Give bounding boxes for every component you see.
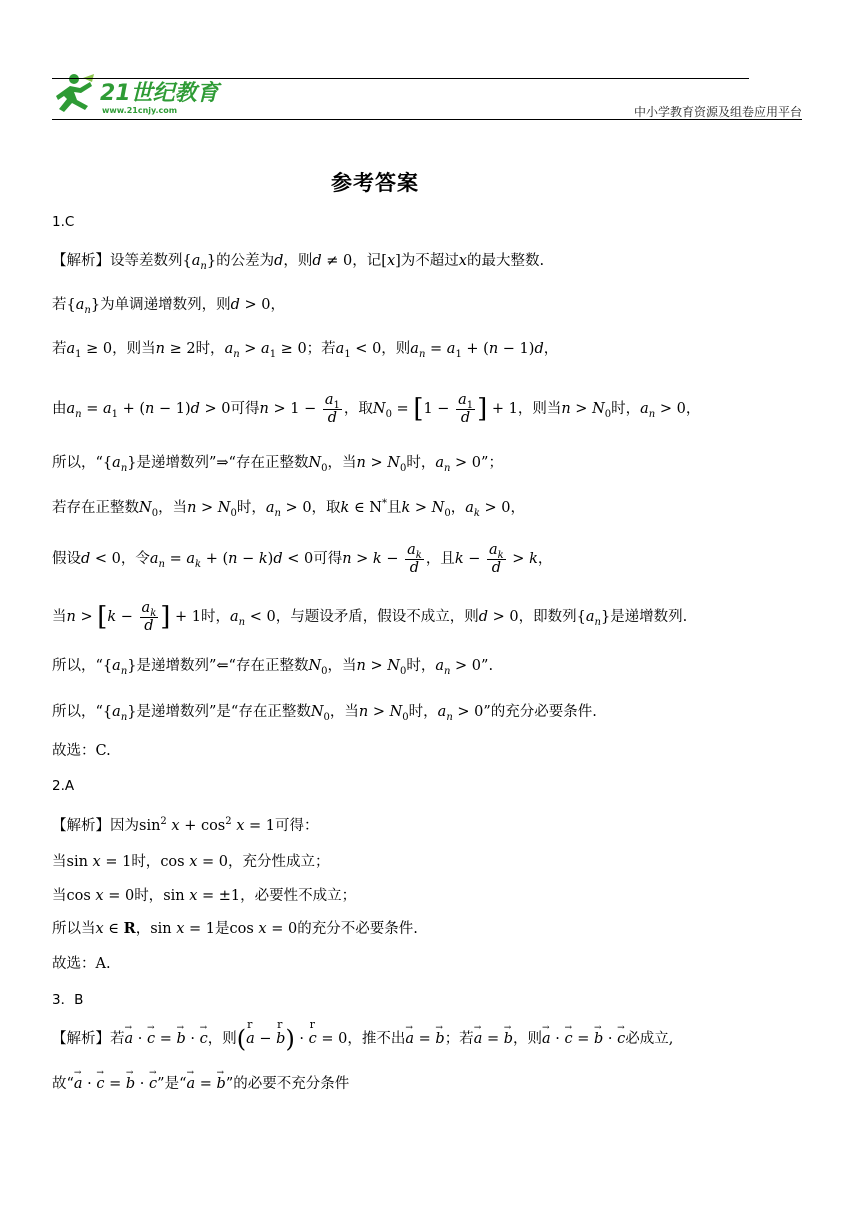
logo-text: 21世纪教育 <box>100 81 219 106</box>
q3-line-1: 【解析】若→ a · → c = → b · → c，则(r a − r b) · r c = 0，推不出→ a = → b；若→ a = → b，则→ a · → c = → b · → c必成立, <box>52 1028 812 1050</box>
q2-answer: 故选：A. <box>52 956 111 972</box>
header-bottom-rule <box>52 119 802 120</box>
q2-line-3: 当cos x = 0时，sin x = ±1，必要性不成立； <box>52 888 357 904</box>
q2-line-1: 【解析】因为$\sin^2 x + \cos^2 x = 1$可得： <box>52 816 319 834</box>
q1-line-3: 若$a_1 \ge 0$，则当n ≥ 2时，$a_n > a_1 \ge 0$；若$a_1 < 0$，则$a_n = a_1 + (n - 1)d$， <box>52 341 559 360</box>
q3-line-2: 故“→ a · → c = → b · → c”是“→ a = → b”的必要不充分条件 <box>52 1073 812 1095</box>
header-top-rule <box>52 78 749 79</box>
q1-line-8: 当n > [k − $\frac{a_k}{d}$ ] + 1时，$a_n < 0$，与题设矛盾，假设不成立，则d > 0，即数列$\{a_n\}$是递增数列. <box>52 600 688 634</box>
platform-name: 中小学教育资源及组卷应用平台 <box>633 105 802 119</box>
q1-line-6: 若存在正整数$N_0$，当$n > N_0$时，$a_n > 0$，取k ∈ N*且$k > N_0$，$a_k > 0$， <box>52 498 526 519</box>
page-title: 参考答案 <box>331 171 419 195</box>
q1-line-4: 由$a_n = a_1 + (n - 1)d > 0$可得n > 1 − $\frac{a_1}{d}$ ，取$N_0 = [1$ − $\frac{a_1}{d}$ ] + 1，则当$n > N_0$时，$a_n > 0$， <box>52 392 701 426</box>
logo-url: www.21cnjy.com <box>102 106 178 115</box>
q1-line-7: 假设d < 0，令$a_n = a_k + (n - k)d < 0$可得n > k − $\frac{a_k}{d}$ ，且k − $\frac{a_k}{d}$ > k， <box>52 542 553 576</box>
q1-answer: 故选：C. <box>52 743 111 759</box>
q1-line-2: 若$\{a_n\}$为单调递增数列，则d > 0， <box>52 297 285 316</box>
runner-logo-icon <box>56 74 94 112</box>
q2-number: 2.A <box>52 778 75 794</box>
q1-line-1: 【解析】设等差数列$\{a_n\}$的公差为d，则d ≠ 0，记[x]为不超过x的最大整数. <box>52 253 545 272</box>
q2-line-4: 所以当x ∈ R，sin x = 1是cos x = 0的充分不必要条件. <box>52 920 418 937</box>
q1-line-9: 所以，“$\{a_n\}$是递增数列”⇐“存在正整数$N_0$，当$n > N_0$时，$a_n > 0$”. <box>52 658 494 677</box>
q1-number: 1.C <box>52 214 75 230</box>
q1-line-10: 所以，“$\{a_n\}$是递增数列”是“存在正整数$N_0$，当$n > N_0$时，$a_n > 0$”的充分必要条件. <box>52 704 597 723</box>
q3-number: 3．B <box>52 992 84 1008</box>
q2-line-2: 当sin x = 1时，cos x = 0，充分性成立； <box>52 854 330 870</box>
q1-line-5: 所以，“$\{a_n\}$是递增数列”⇒“存在正整数$N_0$，当$n > N_0$时，$a_n > 0$”； <box>52 455 503 474</box>
